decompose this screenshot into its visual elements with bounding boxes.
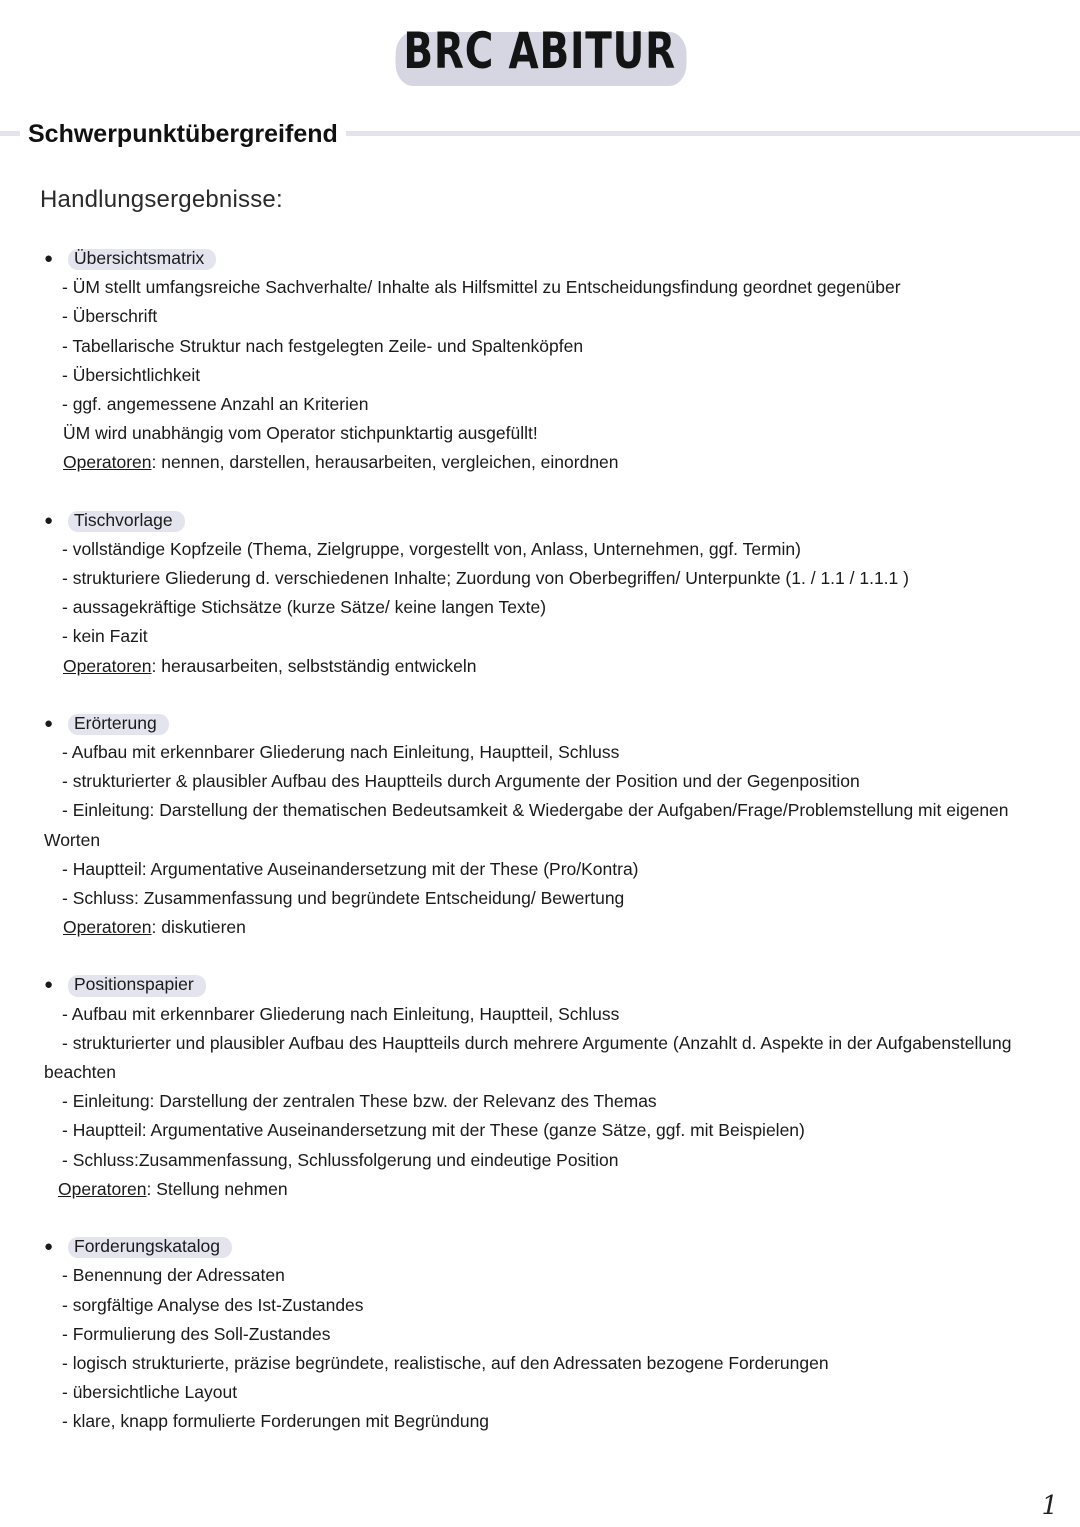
list-item: - Schluss: Zusammenfassung und begründete Entscheidung/ Bewertung bbox=[62, 888, 625, 909]
operators-line bbox=[44, 1175, 1044, 1204]
list-item: - Tabellarische Struktur nach festgelegten Zeile- und Spaltenköpfen bbox=[62, 335, 584, 356]
brand-header bbox=[0, 22, 1080, 80]
section-title: Schwerpunktübergreifend bbox=[20, 120, 346, 149]
list-item: - Aufbau mit erkennbarer Gliederung nach Einleitung, Hauptteil, Schluss bbox=[62, 1003, 620, 1024]
page-number: 1 bbox=[1041, 1491, 1058, 1521]
block-heading bbox=[44, 970, 1044, 999]
list-item: - kein Fazit bbox=[62, 626, 148, 647]
list-item: - strukturierter & plausibler Aufbau des Hauptteils durch Argumente der Position und der Gegenposition bbox=[62, 771, 860, 792]
list-item: - Hauptteil: Argumentative Auseinandersetzung mit der These (Pro/Kontra) bbox=[62, 858, 639, 879]
list-item: - Einleitung: Darstellung der thematischen Bedeutsamkeit & Wiedergabe der Aufgaben/Frage/Problemstellung mit eigenen bbox=[62, 800, 1009, 821]
block-heading bbox=[44, 709, 1044, 738]
block-heading bbox=[44, 1232, 1044, 1261]
operators-list: : herausarbeiten, selbstständig entwickeln bbox=[151, 655, 477, 676]
list-item: - vollständige Kopfzeile (Thema, Zielgruppe, vorgestellt von, Anlass, Unternehmen, ggf. Termin) bbox=[62, 538, 801, 559]
operators-line bbox=[44, 448, 1044, 477]
block-uebersichtsmatrix bbox=[44, 244, 1044, 478]
list-item: - Formulierung des Soll-Zustandes bbox=[62, 1323, 331, 1344]
list-item: - ggf. angemessene Anzahl an Kriterien bbox=[62, 394, 369, 415]
operators-list: : diskutieren bbox=[151, 917, 246, 938]
operators-list: : Stellung nehmen bbox=[146, 1178, 288, 1199]
block-title: Positionspapier bbox=[74, 970, 200, 999]
list-item: - strukturierter und plausibler Aufbau des Hauptteils durch mehrere Argumente (Anzahlt d. Aspekte in der Aufgabenstellung bbox=[62, 1032, 1012, 1053]
block-title: Forderungskatalog bbox=[74, 1232, 226, 1261]
brand-title: BRC ABITUR bbox=[403, 22, 677, 80]
block-heading bbox=[44, 506, 1044, 535]
subtitle: Handlungsergebnisse: bbox=[40, 186, 283, 213]
block-title: Übersichtsmatrix bbox=[74, 244, 210, 273]
list-item: - Überschrift bbox=[62, 306, 158, 327]
list-item-continuation: Worten bbox=[44, 829, 101, 850]
list-item: - aussagekräftige Stichsätze (kurze Sätze/ keine langen Texte) bbox=[62, 597, 547, 618]
list-item: - übersichtliche Layout bbox=[62, 1382, 238, 1403]
operators-label: Operatoren bbox=[63, 452, 152, 473]
list-item: - sorgfältige Analyse des Ist-Zustandes bbox=[62, 1294, 364, 1315]
list-item: - Hauptteil: Argumentative Auseinandersetzung mit der These (ganze Sätze, ggf. mit Beispielen) bbox=[62, 1120, 805, 1141]
block-eroerterung bbox=[44, 709, 1044, 943]
operators-list: : nennen, darstellen, herausarbeiten, vergleichen, einordnen bbox=[151, 452, 619, 473]
block-forderungskatalog bbox=[44, 1232, 1044, 1436]
operators-label: Operatoren bbox=[63, 917, 152, 938]
bullet-icon: ● bbox=[44, 511, 54, 529]
operators-line bbox=[44, 913, 1044, 942]
content bbox=[44, 244, 1044, 1465]
list-item: - strukturiere Gliederung d. verschiedenen Inhalte; Zuordung von Oberbegriffen/ Unterpunkte (1. / 1.1 / 1.1.1 ) bbox=[62, 568, 909, 589]
operators-line bbox=[44, 652, 1044, 681]
list-item-continuation: beachten bbox=[44, 1062, 117, 1083]
block-positionspapier bbox=[44, 970, 1044, 1204]
block-tischvorlage bbox=[44, 506, 1044, 681]
bullet-icon: ● bbox=[44, 714, 54, 732]
operators-label: Operatoren bbox=[63, 655, 152, 676]
note-line: ÜM wird unabhängig vom Operator stichpunktartig ausgefüllt! bbox=[63, 423, 538, 444]
list-item: - Aufbau mit erkennbarer Gliederung nach Einleitung, Hauptteil, Schluss bbox=[62, 742, 620, 763]
list-item: - logisch strukturierte, präzise begründete, realistische, auf den Adressaten bezogene Forderungen bbox=[62, 1352, 829, 1373]
bullet-icon: ● bbox=[44, 976, 54, 994]
list-item: - Einleitung: Darstellung der zentralen These bzw. der Relevanz des Themas bbox=[62, 1091, 657, 1112]
bullet-icon: ● bbox=[44, 250, 54, 267]
operators-label: Operatoren bbox=[58, 1178, 147, 1199]
list-item: - klare, knapp formulierte Forderungen mit Begründung bbox=[62, 1411, 490, 1432]
bullet-icon: ● bbox=[44, 1238, 54, 1256]
block-heading bbox=[44, 244, 1044, 273]
list-item: - Benennung der Adressaten bbox=[62, 1265, 285, 1286]
block-title: Tischvorlage bbox=[74, 506, 179, 535]
block-title: Erörterung bbox=[74, 709, 163, 738]
list-item: - Übersichtlichkeit bbox=[62, 364, 201, 385]
list-item: - ÜM stellt umfangsreiche Sachverhalte/ Inhalte als Hilfsmittel zu Entscheidungsfindung geordnet gegenüber bbox=[62, 277, 901, 298]
list-item: - Schluss:Zusammenfassung, Schlussfolgerung und eindeutige Position bbox=[62, 1149, 619, 1170]
